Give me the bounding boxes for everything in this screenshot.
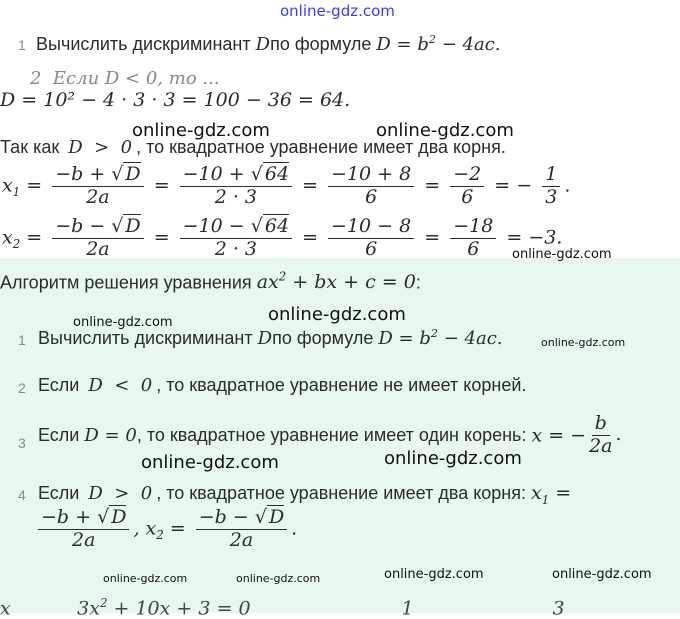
algorithm-step-3: Если D = 0, то квадратное уравнение имеет один корень: x = − $\frac{b}{2a}$ . [38, 412, 622, 457]
step-number: 4 [18, 487, 26, 503]
clipped-bottom-line: x $3x^2 + 10x + 3 = 0$ 1 3 [0, 596, 565, 619]
math-formula: $D = b^2 - 4ac$. [376, 33, 501, 55]
step-text: , то квадратное уравнение не имеет корней. [156, 375, 527, 395]
step-text: по формуле [272, 328, 374, 348]
math-fraction: $\frac{b}{2a}$ [589, 412, 613, 457]
math-equation: $ax^2$ + bx + c = 0 [256, 270, 416, 294]
step-text: Если [38, 483, 80, 503]
algorithm-title-text: Алгоритм решения уравнения [0, 272, 252, 293]
step-text: Если [38, 375, 80, 395]
algorithm-step-2 [38, 375, 526, 396]
watermark: online-gdz.com [384, 567, 484, 582]
watermark: online-gdz.com [512, 247, 612, 262]
algorithm-title: Алгоритм решения уравнения $ax^2$ + bx + c = 0: [0, 270, 421, 294]
step-formula-prefix: по формуле [270, 34, 372, 54]
math-x1: $x_1$ = [531, 482, 572, 507]
algorithm-step-4 [38, 482, 571, 507]
watermark: online-gdz.com [132, 120, 270, 141]
watermark: online-gdz.com [103, 572, 188, 585]
watermark-top: online-gdz.com [280, 2, 395, 20]
math-D-gt-0: D > 0 [68, 137, 133, 158]
watermark: online-gdz.com [141, 452, 279, 473]
math-D: D [255, 34, 271, 55]
watermark: online-gdz.com [376, 120, 514, 141]
x1-formula: $x_1$ = $\frac{-b + √ D}{2a}$ = $\frac{-10 + √ 64}{2 \cdot 3}$ = $\frac{-10 + 8}{6}$ = $\frac{-2}{6}$ = − $\frac{1}{3}$ . [2, 163, 571, 208]
step-number: 3 [18, 435, 26, 451]
math-single-root: x = − [531, 424, 587, 447]
step-text: , то квадратное уравнение имеет два корня: [156, 483, 526, 503]
step-text: Вычислить дискриминант [38, 328, 253, 348]
watermark: online-gdz.com [73, 315, 173, 330]
top-step-line [36, 33, 501, 55]
math-D: D [257, 328, 273, 349]
math-D-gt-0: D > 0 [88, 483, 153, 504]
watermark: online-gdz.com [236, 572, 321, 585]
two-roots-formula: $\frac{-b + √ D}{2a}$ , $x_2$ = $\frac{-b - √ D}{2a}$ . [38, 507, 297, 552]
step-number: 1 [18, 332, 26, 348]
math-D-lt-0: D < 0 [88, 375, 153, 396]
step-number: 2 [18, 380, 26, 396]
clipped-line: 2 Если D < 0, то ... [30, 68, 220, 89]
math-D-eq-0: D = 0 [84, 424, 137, 446]
watermark: online-gdz.com [541, 336, 626, 349]
watermark: online-gdz.com [384, 448, 522, 469]
x2-formula: $x_2$ = $\frac{-b - √ D}{2a}$ = $\frac{-10 - √ 64}{2 \cdot 3}$ = $\frac{-10 - 8}{6}$ = $\frac{-18}{6}$ = −3. [2, 215, 563, 260]
step-text: , то квадратное уравнение имеет один корень: [136, 424, 527, 445]
algorithm-step-1 [38, 327, 503, 349]
since-prefix: Так как [0, 137, 60, 157]
step-text: Вычислить дискриминант [36, 34, 251, 54]
step-number: 1 [18, 37, 26, 53]
step-text: Если [38, 424, 80, 445]
math-formula: $D = b^2 - 4ac$. [378, 327, 503, 349]
since-suffix: , то квадратное уравнение имеет два корня. [136, 137, 506, 157]
watermark: online-gdz.com [268, 304, 406, 325]
watermark: online-gdz.com [552, 567, 652, 582]
discriminant-calc: D = 10² − 4 · 3 · 3 = 100 − 36 = 64. [0, 89, 351, 111]
